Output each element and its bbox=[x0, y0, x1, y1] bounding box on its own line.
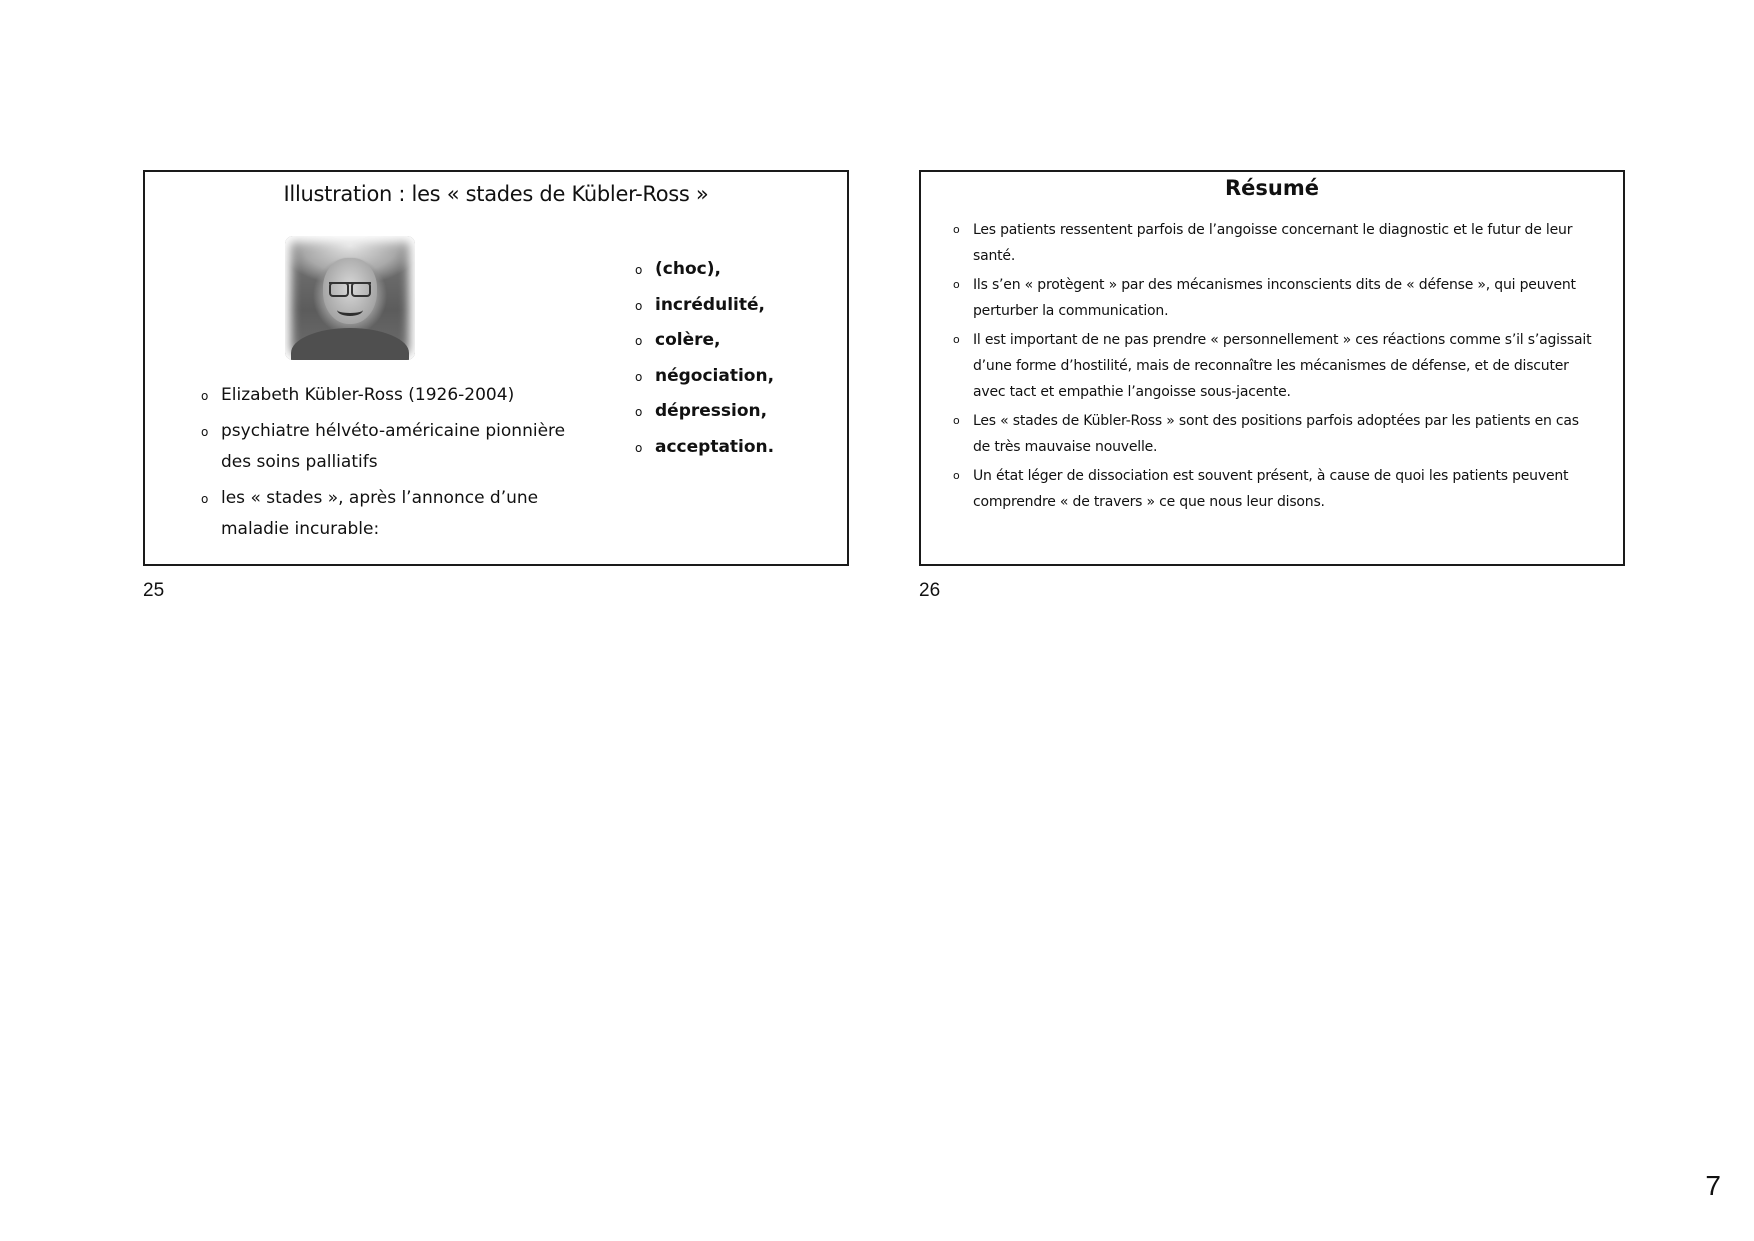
bullet-icon: o bbox=[635, 369, 643, 384]
stage-item: o négociation, bbox=[635, 363, 835, 390]
bullet-icon: o bbox=[201, 389, 209, 403]
bullet-icon: o bbox=[635, 298, 643, 313]
portrait-photo bbox=[285, 236, 415, 360]
biography-list bbox=[201, 380, 581, 550]
bullet-icon: o bbox=[953, 469, 960, 482]
bullet-icon: o bbox=[953, 333, 960, 346]
list-item: o Ils s’en « protègent » par des mécanismes inconscients dits de « défense », qui peuvent perturber la communication. bbox=[953, 272, 1593, 324]
portrait-glasses bbox=[329, 282, 371, 296]
slide-26 bbox=[919, 170, 1625, 566]
bullet-icon: o bbox=[953, 278, 960, 291]
stage-item: o acceptation. bbox=[635, 434, 835, 461]
page-number: 7 bbox=[1705, 1170, 1721, 1201]
stages-list bbox=[635, 256, 835, 469]
bullet-icon: o bbox=[953, 223, 960, 236]
slide-number: 26 bbox=[919, 580, 941, 601]
bullet-icon: o bbox=[635, 405, 643, 419]
list-item: o Elizabeth Kübler-Ross (1926-2004) bbox=[201, 380, 581, 411]
portrait-smile bbox=[337, 304, 363, 316]
stage-item: o incrédulité, bbox=[635, 292, 835, 319]
bullet-icon: o bbox=[635, 263, 643, 277]
stage-item: o colère, bbox=[635, 327, 835, 354]
bullet-icon: o bbox=[635, 440, 643, 455]
list-item: o Les patients ressentent parfois de l’angoisse concernant le diagnostic et le futur de leur santé. bbox=[953, 217, 1593, 269]
slide-number: 25 bbox=[143, 580, 165, 601]
list-item: o Il est important de ne pas prendre « personnellement » ces réactions comme s’il s’agissait d’une forme d’hostilité, mais de reconnaître les mécanismes de défense, et de discuter avec tact et empathie l’angoisse sous-jacente. bbox=[953, 327, 1593, 405]
bullet-icon: o bbox=[635, 334, 643, 348]
list-item: o les « stades », après l’annonce d’une maladie incurable: bbox=[201, 483, 581, 545]
portrait-shoulders bbox=[291, 328, 409, 360]
stage-item: o dépression, bbox=[635, 398, 835, 425]
summary-list bbox=[953, 217, 1593, 518]
stage-item: o (choc), bbox=[635, 256, 835, 283]
list-item: o psychiatre hélvéto-américaine pionnière des soins palliatifs bbox=[201, 416, 581, 478]
list-item: o Un état léger de dissociation est souvent présent, à cause de quoi les patients peuvent comprendre « de travers » ce que nous leur disons. bbox=[953, 463, 1593, 515]
bullet-icon: o bbox=[201, 425, 209, 439]
slide-title: Résumé bbox=[1225, 176, 1319, 200]
slide-25 bbox=[143, 170, 849, 566]
bullet-icon: o bbox=[953, 414, 960, 427]
list-item: o Les « stades de Kübler-Ross » sont des positions parfois adoptées par les patients en cas de très mauvaise nouvelle. bbox=[953, 408, 1593, 460]
slide-title: Illustration : les « stades de Kübler-Ross » bbox=[283, 182, 709, 206]
bullet-icon: o bbox=[201, 492, 209, 506]
